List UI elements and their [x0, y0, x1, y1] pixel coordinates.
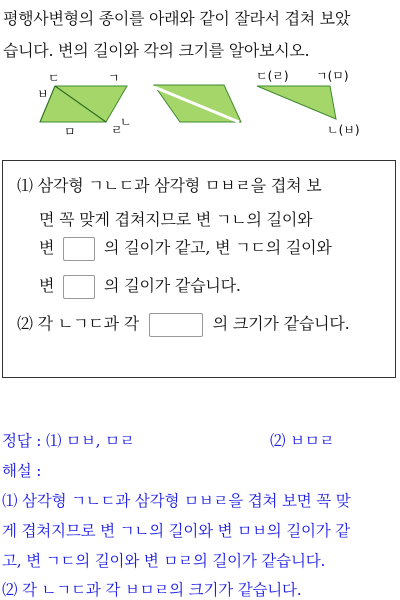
problem-line-1: 평행사변형의 종이를 아래와 같이 잘라서 겹쳐 보았	[3, 9, 350, 28]
box-line-4	[39, 273, 241, 299]
box-line-5	[17, 311, 350, 337]
box-line-3-suffix: 의 길이가 같고, 변 ㄱㄷ의 길이와	[104, 238, 332, 257]
explain-label: 해설 :	[2, 462, 42, 480]
box-line-4-suffix: 의 길이가 같습니다.	[104, 276, 241, 295]
figure-2	[154, 85, 241, 122]
answer-row	[2, 429, 400, 451]
answer-part-2: ⑵ ㅂㅁㄹ	[270, 432, 335, 450]
box-line-3-prefix: 변	[39, 238, 55, 257]
figure-1	[37, 71, 132, 139]
box-line-1: ⑴ 삼각형 ㄱㄴㄷ과 삼각형 ㅁㅂㄹ을 겹쳐 보	[17, 176, 322, 195]
explain-line-3: 고, 변 ㄱㄷ의 길이와 변 ㅁㄹ의 길이가 같습니다.	[2, 552, 326, 570]
answer-part-1: ⑴ ㅁㅂ, ㅁㄹ	[46, 432, 135, 450]
fill-in-box	[2, 160, 396, 378]
label-n: ㄴ	[120, 115, 132, 129]
box-line-2: 면 꼭 맞게 겹쳐지므로 변 ㄱㄴ의 길이와	[39, 210, 313, 229]
label-r: ㄹ	[111, 123, 123, 137]
answer-blank-2[interactable]	[63, 275, 95, 299]
figure-3	[256, 69, 360, 137]
figure-3-triangle	[257, 86, 336, 119]
answer-label: 정답 :	[2, 432, 42, 450]
label-d-r: ㄷ(ㄹ)	[256, 69, 289, 83]
label-g-m: ㄱ(ㅁ)	[316, 69, 349, 83]
problem-text	[3, 3, 399, 67]
box-line-5-prefix: ⑵ 각 ㄴㄱㄷ과 각	[17, 314, 139, 333]
label-m: ㅁ	[64, 125, 76, 139]
label-d: ㄷ	[48, 71, 60, 85]
answer-blank-1[interactable]	[63, 237, 95, 261]
label-n-b: ㄴ(ㅂ)	[327, 123, 360, 137]
problem-line-2: 습니다. 변의 길이와 각의 크기를 알아보시오.	[3, 41, 310, 60]
answer-blank-3[interactable]	[149, 313, 203, 337]
box-line-5-suffix: 의 크기가 같습니다.	[212, 314, 350, 333]
parallelogram-figures	[0, 64, 400, 144]
label-b: ㅂ	[37, 87, 49, 101]
box-line-4-prefix: 변	[39, 276, 55, 295]
explain-line-1: ⑴ 삼각형 ㄱㄴㄷ과 삼각형 ㅁㅂㄹ을 겹쳐 보면 꼭 맞	[2, 492, 351, 510]
label-g: ㄱ	[108, 71, 120, 85]
explain-line-4: ⑵ 각 ㄴㄱㄷ과 각 ㅂㅁㄹ의 크기가 같습니다.	[2, 581, 302, 599]
box-line-3	[39, 235, 332, 261]
explain-line-2: 게 겹쳐지므로 변 ㄱㄴ의 길이와 변 ㅁㅂ의 길이가 같	[2, 522, 351, 540]
